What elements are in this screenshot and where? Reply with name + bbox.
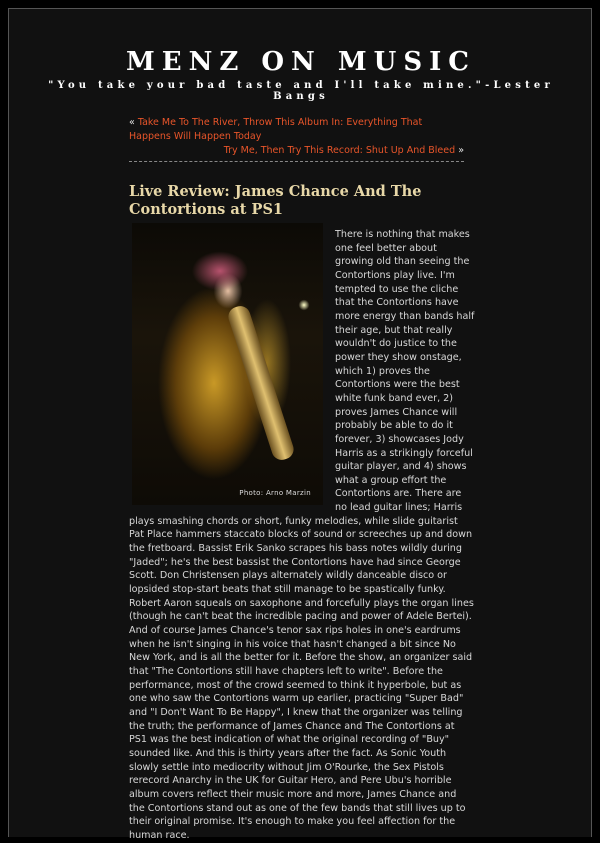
site-title[interactable]: MENZ ON MUSIC — [126, 47, 476, 77]
next-post-link[interactable]: Try Me, Then Try This Record: Shut Up And Bleed — [223, 145, 456, 156]
post-navigation — [129, 116, 464, 162]
photo-spacer — [129, 228, 335, 510]
site-tagline: "You take your bad taste and I'll take mine."-Lester Bangs — [48, 80, 554, 102]
post-title[interactable]: Live Review: James Chance And The Contortions at PS1 — [129, 183, 422, 218]
post-body-text: There is nothing that makes one feel better about growing old than seeing the Contortions play live. I'm tempted to use the cliche that the Contortions have more energy than bands half their age, but that really wouldn't do justice to the power they show onstage, which 1) proves the Contortions were the best white funk band ever, 2) proves James Chance will probably be able to do it forever, 3) showcases Jody Harris as a strikingly forceful guitar player, and 4) shows what a group effort the Contortions are. There are no lead guitar lines; Harris plays smashing chords or short, funky melodies, while slide guitarist Pat Place hammers staccato blocks of sound or screeches up and down the fretboard. Bassist Erik Sanko scrapes his bass notes wildly during "Jaded"; he's the best bassist the Contortions have had since George Scott. Don Christensen plays alternately wildly danceable disco or lopsided stop-start beats that still manage to be spastically funky. Robert Aaron squeals on saxophone and forcefully plays the organ lines (though he can't beat the incredible pacing and power of Adele Bertei). And of course James Chance's tenor sax rips holes in one's eardrums when he isn't singing in his voice that hasn't changed a bit since No New York, and is all the better for it. Before the show, an organizer said that "The Contortions still have chapters left to write". Before the performance, most of the crowd seemed to think it hyperbole, but as one who saw the Contortions warm up earlier, practicing "Super Bad" and "I Don't Want To Be Happy", I knew that the organizer was telling the truth; the performance of James Chance and The Contortions at PS1 was the best indication of what the original recording of "Buy" sounded like. And this is thirty years after the fact. As Sonic Youth slowly settle into mediocrity without Jim O'Rourke, the Sex Pistols rerecord Anarchy in the UK for Guitar Hero, and Pere Ubu's horrible album covers reflect their music more and more, James Chance and the Contortions stand out as one of the few bands that still lives up to their original promise. It's enough to make you feel affection for the human race. — [129, 229, 475, 841]
next-post-row — [129, 144, 464, 158]
previous-post-row — [129, 116, 464, 144]
prev-arrow-icon: « — [129, 117, 135, 128]
next-arrow-icon: » — [458, 145, 464, 156]
nav-divider — [129, 161, 464, 162]
photo-credit: Photo: Arno Marzin — [239, 489, 311, 497]
post-body — [129, 228, 475, 843]
page-frame — [8, 8, 592, 841]
previous-post-link[interactable]: Take Me To The River, Throw This Album In: Everything That Happens Will Happen Today — [129, 117, 423, 142]
